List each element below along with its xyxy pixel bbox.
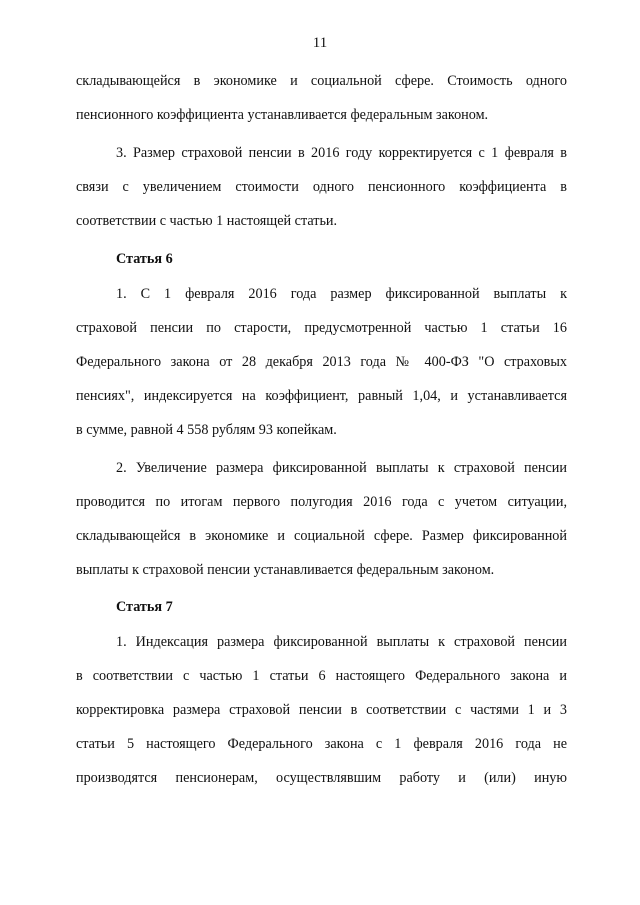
text-line: 3. Размер страховой пенсии в 2016 году корректируется с 1 февраля в: [116, 145, 567, 161]
text-line: 1. Индексация размера фиксированной выплаты к страховой пенсии: [116, 634, 567, 650]
text-line: складывающейся в экономике и социальной сфере. Стоимость одного: [76, 73, 567, 89]
text-line: связи с увеличением стоимости одного пенсионного коэффициента в: [76, 179, 567, 195]
page-number: 11: [312, 35, 328, 51]
text-line: в соответствии с частью 1 статьи 6 настоящего Федерального закона и: [76, 668, 567, 684]
text-line: 2. Увеличение размера фиксированной выплаты к страховой пенсии: [116, 460, 567, 476]
text-line: статьи 5 настоящего Федерального закона с 1 февраля 2016 года не: [76, 736, 567, 752]
text-line: соответствии с частью 1 настоящей статьи.: [76, 213, 338, 229]
text-line: пенсионного коэффициента устанавливается федеральным законом.: [76, 107, 489, 123]
text-line: корректировка размера страховой пенсии в соответствии с частями 1 и 3: [76, 702, 567, 718]
text-line: производятся пенсионерам, осуществлявшим работу и (или) иную: [76, 770, 567, 786]
text-line: 1. С 1 февраля 2016 года размер фиксированной выплаты к: [116, 286, 567, 302]
text-line: складывающейся в экономике и социальной сфере. Размер фиксированной: [76, 528, 567, 544]
text-line: проводится по итогам первого полугодия 2016 года с учетом ситуации,: [76, 494, 567, 510]
text-line: выплаты к страховой пенсии устанавливается федеральным законом.: [76, 562, 495, 578]
text-line: в сумме, равной 4 558 рублям 93 копейкам.: [76, 422, 337, 438]
text-line: Федерального закона от 28 декабря 2013 года № 400-ФЗ "О страховых: [76, 354, 567, 370]
text-line: страховой пенсии по старости, предусмотренной частью 1 статьи 16: [76, 320, 567, 336]
article-7-heading: Статья 7: [116, 599, 173, 615]
article-6-heading: Статья 6: [116, 251, 173, 267]
text-line: пенсиях", индексируется на коэффициент, равный 1,04, и устанавливается: [76, 388, 567, 404]
